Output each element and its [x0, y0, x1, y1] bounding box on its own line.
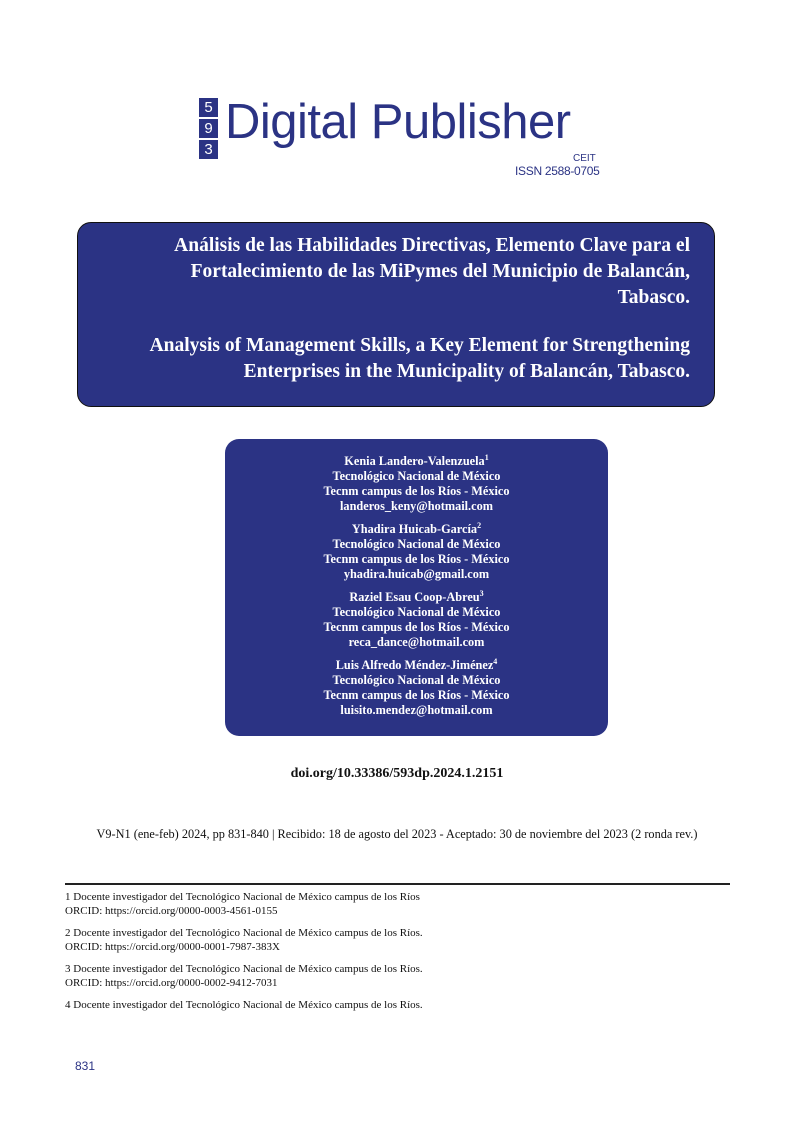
author-block [225, 590, 608, 650]
journal-issn: ISSN 2588-0705 [515, 164, 600, 178]
footnote-orcid[interactable]: ORCID: https://orcid.org/0000-0002-9412-7031 [65, 977, 278, 989]
footnote [65, 890, 730, 918]
journal-name: Digital Publisher [225, 95, 571, 149]
logo-digit: 9 [199, 119, 218, 138]
title-spanish-line: Fortalecimiento de las MiPymes del Municipio de Balancán, [190, 261, 690, 282]
footnote-text: 4 Docente investigador del Tecnológico Nacional de México campus de los Ríos. [65, 999, 423, 1011]
author-institution: Tecnológico Nacional de México [332, 605, 501, 619]
author-campus: Tecnm campus de los Ríos - México [323, 552, 510, 566]
title-english-line: Enterprises in the Municipality of Balancán, Tabasco. [243, 361, 690, 382]
footnote-marker: 4 [493, 656, 498, 666]
doi-link[interactable]: doi.org/10.33386/593dp.2024.1.2151 [290, 766, 504, 781]
footnote-divider [65, 883, 730, 885]
author-institution: Tecnológico Nacional de México [332, 673, 501, 687]
footnote-orcid[interactable]: ORCID: https://orcid.org/0000-0003-4561-0155 [65, 905, 278, 917]
author-campus: Tecnm campus de los Ríos - México [323, 688, 510, 702]
footnote-text: 2 Docente investigador del Tecnológico Nacional de México campus de los Ríos. [65, 927, 423, 939]
author-block [225, 454, 608, 514]
title-spanish-line: Tabasco. [617, 287, 690, 308]
title-spanish [102, 233, 690, 311]
logo-digit-column [199, 98, 218, 161]
footnote-text: 3 Docente investigador del Tecnológico Nacional de México campus de los Ríos. [65, 963, 423, 975]
author-campus: Tecnm campus de los Ríos - México [323, 620, 510, 634]
author-campus: Tecnm campus de los Ríos - México [323, 484, 510, 498]
footnote [65, 962, 730, 990]
footnote-orcid[interactable]: ORCID: https://orcid.org/0000-0001-7987-383X [65, 941, 280, 953]
author-name: Luis Alfredo Méndez-Jiménez$^4$ [335, 656, 498, 672]
authors-box [225, 439, 608, 736]
page-number: 831 [75, 1059, 96, 1073]
logo-digit: 3 [199, 140, 218, 159]
footnote [65, 926, 730, 954]
author-name: Raziel Esau Coop-Abreu$^3$ [349, 588, 484, 604]
title-english [102, 333, 690, 385]
author-name: Yhadira Huicab-García$^2$ [351, 520, 482, 536]
journal-ceit: CEIT [573, 153, 596, 164]
footnotes [65, 890, 730, 1020]
author-institution: Tecnológico Nacional de México [332, 469, 501, 483]
author-institution: Tecnológico Nacional de México [332, 537, 501, 551]
footnote [65, 998, 730, 1012]
author-email: landeros_keny@hotmail.com [340, 499, 493, 513]
author-block [225, 658, 608, 718]
volume-info: V9-N1 (ene-feb) 2024, pp 831-840 | Recibido: 18 de agosto del 2023 - Aceptado: 30 de noviembre del 2023 (2 ronda rev.) [96, 827, 698, 841]
footnote-text: 1 Docente investigador del Tecnológico Nacional de México campus de los Ríos [65, 891, 420, 903]
author-email: luisito.mendez@hotmail.com [340, 703, 493, 717]
title-english-line: Analysis of Management Skills, a Key Element for Strengthening [149, 335, 690, 356]
author-block [225, 522, 608, 582]
footnote-marker: 3 [479, 588, 484, 598]
author-name: Kenia Landero-Valenzuela$^1$ [344, 452, 489, 468]
author-email: yhadira.huicab@gmail.com [343, 567, 490, 581]
logo-digit: 5 [199, 98, 218, 117]
author-email: reca_dance@hotmail.com [348, 635, 485, 649]
footnote-marker: 1 [484, 452, 489, 462]
title-spanish-line: Análisis de las Habilidades Directivas, Elemento Clave para el [174, 235, 690, 256]
title-box [77, 222, 715, 407]
footnote-marker: 2 [477, 520, 482, 530]
journal-logo [199, 95, 619, 180]
